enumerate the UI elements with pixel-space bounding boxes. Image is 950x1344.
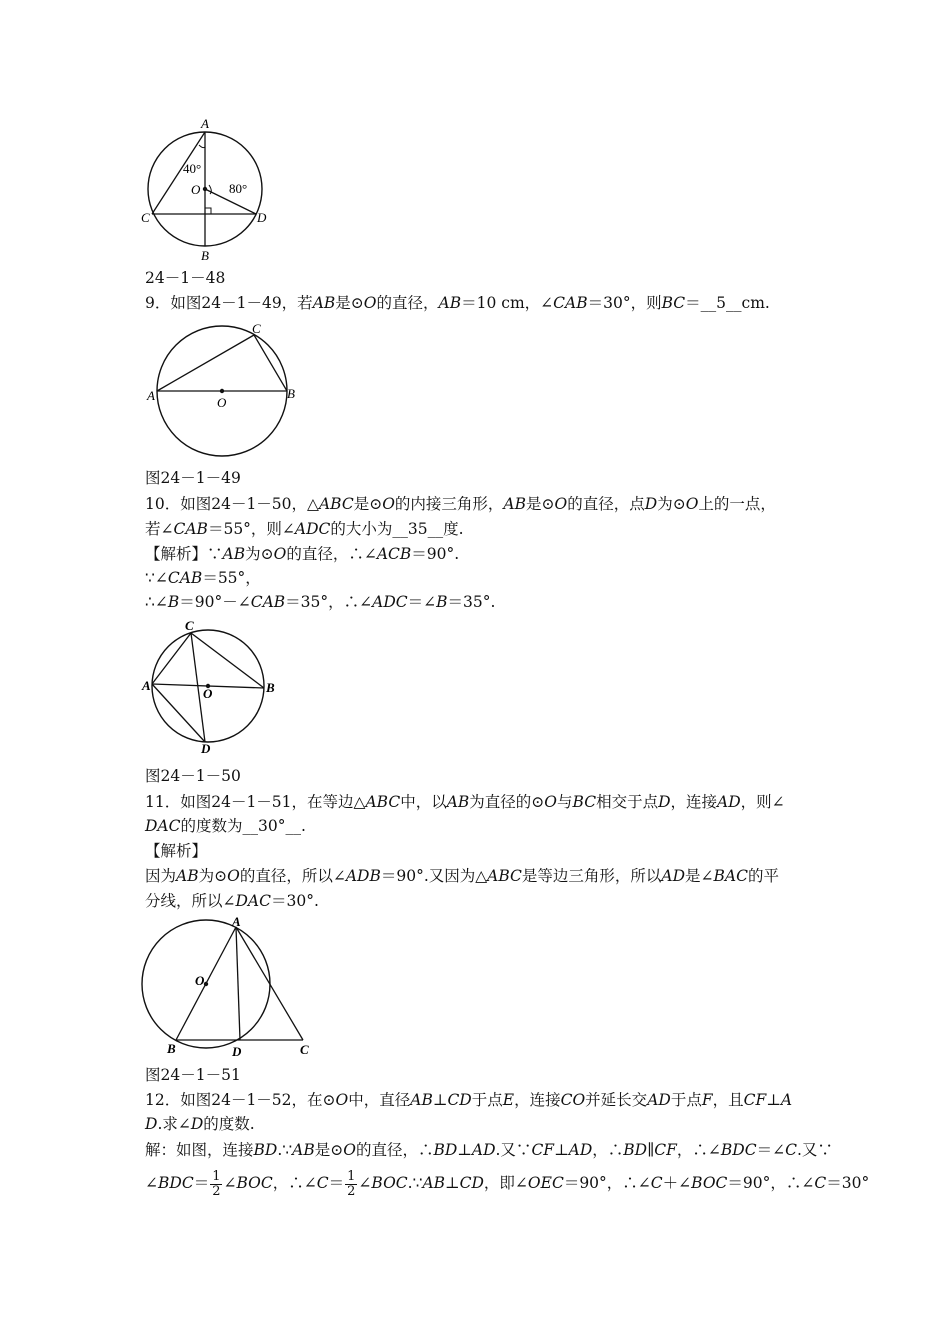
label-b-50: B (266, 680, 275, 695)
solution-12-line1: 解：如图，连接BD.∵AB是⊙O的直径，∴BD⊥AD.又∵CF⊥AD，∴BD∥CF，∴∠BDC＝∠C.又∵ (145, 1141, 833, 1159)
question-11-line1: 11．如图24－1－51，在等边△ABC中，以AB为直径的⊙O与BC相交于点D，连接AD，则∠ (145, 793, 785, 811)
fraction-half-2: $\frac{1}{2}$ (347, 1168, 356, 1199)
analysis-11-line2: 分线，所以∠DAC＝30°. (145, 892, 319, 910)
label-c-51: C (300, 1042, 309, 1057)
label-b-49: B (287, 386, 295, 401)
caption-24-1-51: 图24－1－51 (145, 1066, 241, 1084)
segment-ad-51 (236, 927, 240, 1040)
label-d-50: D (201, 741, 211, 756)
label-a-51: A (232, 914, 241, 929)
question-11-line2: DAC的度数为__30°__. (145, 817, 306, 835)
label-a-50: A (142, 678, 151, 693)
solution-12-line2: ∠BDC＝ $\frac{1}{2}$ ∠BOC，∴∠C＝ $\frac{1}{2}$ ∠BOC.∵AB⊥CD，即∠OEC＝90°，∴∠C＋∠BOC＝90°，∴∠C＝30° (145, 1168, 870, 1199)
analysis-11-line1: 因为AB为⊙O的直径，所以∠ADB＝90°.又因为△ABC是等边三角形，所以AD是∠BAC的平 (145, 867, 780, 885)
label-b-51: B (167, 1041, 176, 1056)
label-c-48: C (141, 210, 150, 225)
label-c-50: C (185, 618, 194, 633)
question-10-line2: 若∠CAB＝55°，则∠ADC的大小为__35__度. (145, 520, 464, 538)
label-d-51: D (232, 1044, 242, 1059)
analysis-10-line2: ∵∠CAB＝55°， (145, 569, 261, 587)
label-o-49: O (217, 395, 227, 410)
label-b-48: B (201, 248, 209, 263)
caption-24-1-49: 图24－1－49 (145, 469, 241, 487)
question-9: 9．如图24－1－49，若AB是⊙O的直径，AB＝10 cm，∠CAB＝30°，则BC＝__5__cm. (145, 294, 770, 312)
label-angle-80: 80° (229, 181, 248, 196)
label-o-48: O (191, 182, 201, 197)
analysis-10-line3: ∴∠B＝90°－∠CAB＝35°，∴∠ADC＝∠B＝35°. (145, 593, 496, 611)
label-a-48: A (201, 116, 209, 131)
label-angle-40: 40° (183, 161, 202, 176)
center-dot-51 (204, 982, 208, 986)
caption-24-1-48: 24－1－48 (145, 269, 226, 287)
question-10-line1: 10．如图24－1－50，△ABC是⊙O的内接三角形，AB是⊙O的直径，点D为⊙O上的一点， (145, 495, 776, 513)
answer-q10: __35__ (392, 520, 444, 538)
answer-q11: __30°__ (242, 817, 301, 835)
analysis-11-heading: 【解析】 (145, 842, 208, 860)
label-c-49: C (252, 321, 261, 336)
label-o-51: O (195, 973, 205, 988)
fraction-half-1: $\frac{1}{2}$ (212, 1168, 221, 1199)
caption-24-1-50: 图24－1－50 (145, 767, 241, 785)
label-o-50: O (203, 686, 213, 701)
analysis-10: 【解析】∵AB为⊙O的直径，∴∠ACB＝90°. (145, 545, 460, 563)
label-a-49: A (147, 388, 155, 403)
question-12-line1: 12．如图24－1－52，在⊙O中，直径AB⊥CD于点E，连接CO并延长交AD于点F，且CF⊥A (145, 1091, 793, 1109)
label-d-48: D (257, 210, 267, 225)
question-12-line2: D.求∠D的度数. (145, 1115, 255, 1133)
side-ac-51 (236, 927, 303, 1040)
answer-q9: __5__ (700, 294, 742, 312)
